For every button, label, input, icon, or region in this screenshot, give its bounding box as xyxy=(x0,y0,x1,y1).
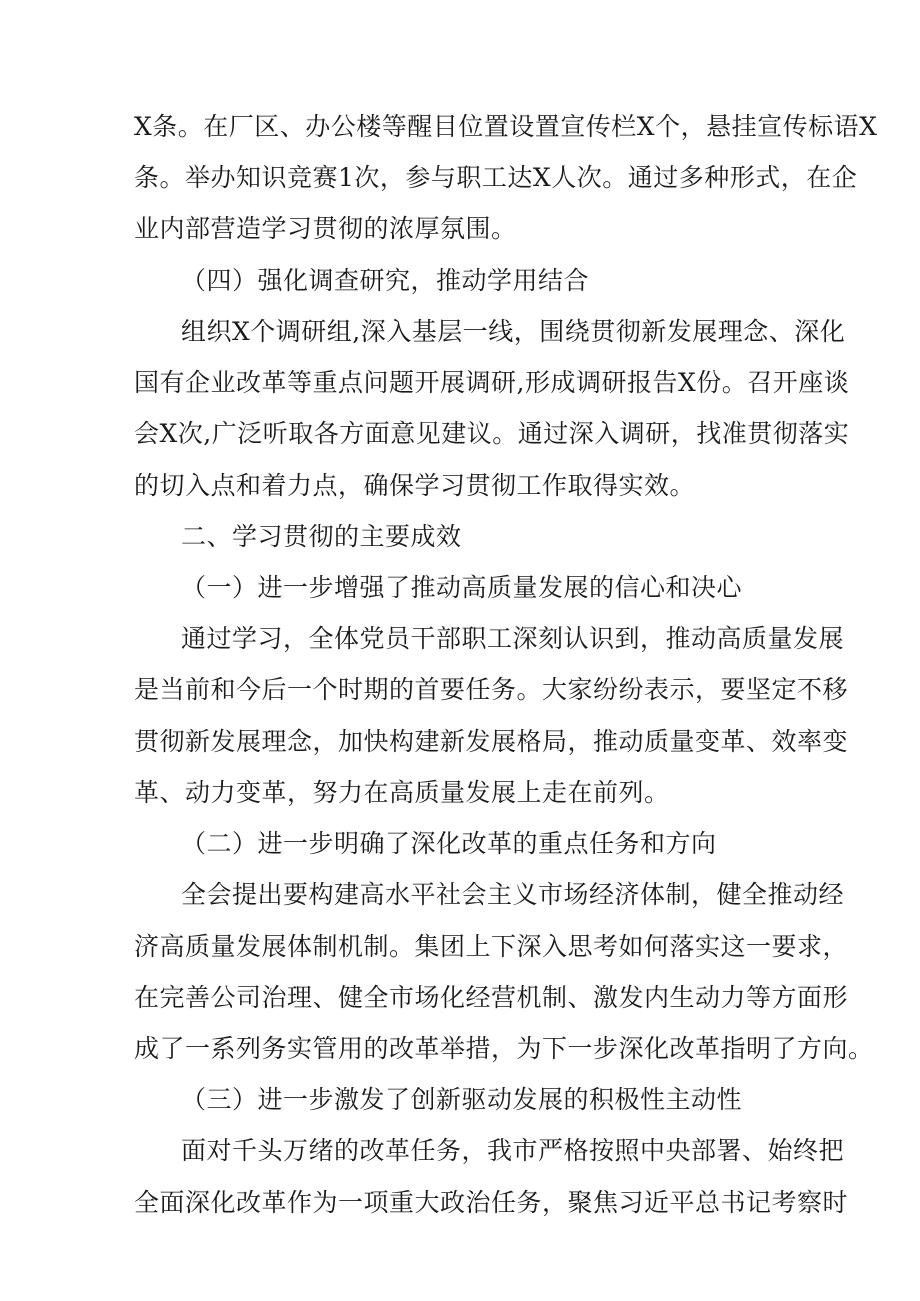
text-line: 的切入点和着力点，确保学习贯彻工作取得实效。 xyxy=(134,471,696,500)
text-line: 成了一系列务实管用的改革举措，为下一步深化改革指明了方向。 xyxy=(134,1034,874,1063)
text-line: 面对千头万绪的改革任务，我市严格按照中央部署、始终把 xyxy=(181,1136,845,1165)
text-line: 组织X个调研组,深入基层一线，围绕贯彻新发展理念、深化 xyxy=(181,317,846,346)
text-line: 是当前和今后一个时期的首要任务。大家纷纷表示，要坚定不移 xyxy=(134,675,849,704)
text-line: 全面深化改革作为一项重大政治任务，聚焦习近平总书记考察时 xyxy=(134,1188,849,1217)
section-heading: （四）强化调查研究，推动学用结合 xyxy=(181,266,590,295)
text-line: 会X次,广泛听取各方面意见建议。通过深入调研，找准贯彻落实 xyxy=(134,419,850,448)
section-heading: （三）进一步激发了创新驱动发展的积极性主动性 xyxy=(181,1085,743,1114)
section-heading: （二）进一步明确了深化改革的重点任务和方向 xyxy=(181,829,717,858)
text-line: 济高质量发展体制机制。集团上下深入思考如何落实这一要求， xyxy=(134,932,849,961)
text-line: 通过学习，全体党员干部职工深刻认识到，推动高质量发展 xyxy=(181,624,845,653)
text-line: 贯彻新发展理念，加快构建新发展格局，推动质量变革、效率变 xyxy=(134,727,849,756)
text-line: 全会提出要构建高水平社会主义市场经济体制，健全推动经 xyxy=(181,880,845,909)
chapter-heading: 二、学习贯彻的主要成效 xyxy=(181,522,462,551)
text-line: 国有企业改革等重点问题开展调研,形成调研报告X份。召开座谈 xyxy=(134,368,850,397)
text-line: 业内部营造学习贯彻的浓厚氛围。 xyxy=(134,214,517,243)
text-line: 在完善公司治理、健全市场化经营机制、激发内生动力等方面形 xyxy=(134,983,849,1012)
text-line: 革、动力变革，努力在高质量发展上走在前列。 xyxy=(134,778,670,807)
section-heading: （一）进一步增强了推动高质量发展的信心和决心 xyxy=(181,573,743,602)
text-line: X条。在厂区、办公楼等醒目位置设置宣传栏X个，悬挂宣传标语X xyxy=(134,112,878,141)
text-line: 条。举办知识竞赛1次，参与职工达X人次。通过多种形式，在企 xyxy=(134,163,858,192)
